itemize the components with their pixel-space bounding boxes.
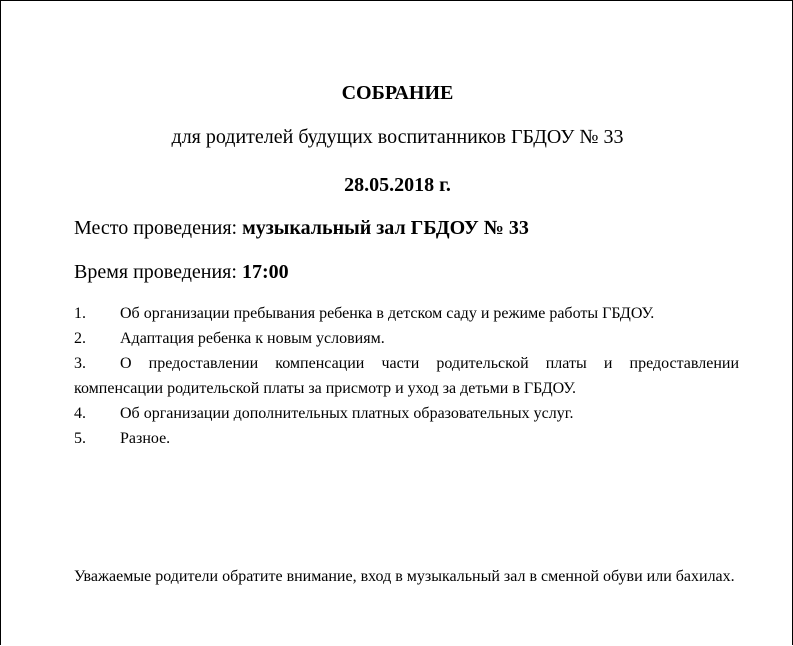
agenda-item	[74, 326, 739, 351]
document-subtitle: для родителей будущих воспитанников ГБДОУ № 33	[171, 126, 624, 148]
agenda-item-text: Об организации дополнительных платных образовательных услуг.	[120, 405, 574, 422]
agenda-item-text: О предоставлении компенсации части родительской платы и предоставлении компенсации родительской платы за присмотр и уход за детьми в ГБДОУ.	[74, 355, 739, 397]
agenda-item-number: 1.	[74, 305, 86, 322]
document-title: СОБРАНИЕ	[341, 82, 454, 104]
agenda-list	[74, 301, 739, 451]
agenda-item-number: 4.	[74, 405, 86, 422]
agenda-item	[74, 351, 739, 401]
agenda-item-number: 3.	[74, 355, 86, 372]
agenda-item-text: Адаптация ребенка к новым условиям.	[120, 330, 385, 347]
agenda-item	[74, 426, 739, 451]
agenda-item	[74, 301, 739, 326]
meeting-date: 28.05.2018 г.	[344, 174, 451, 196]
meeting-time	[74, 260, 289, 284]
meeting-place	[74, 216, 529, 240]
meeting-time-value: 17:00	[241, 261, 289, 283]
meeting-time-label: Время проведения:	[74, 261, 242, 283]
agenda-item-number: 5.	[74, 430, 86, 447]
notice-text: Уважаемые родители обратите внимание, вход в музыкальный зал в сменной обуви или бахилах.	[74, 568, 735, 585]
agenda-item-number: 2.	[74, 330, 86, 347]
meeting-place-label: Место проведения:	[74, 217, 243, 239]
agenda-item-text: Разное.	[120, 430, 171, 447]
agenda-item-text: Об организации пребывания ребенка в детском саду и режиме работы ГБДОУ.	[120, 305, 655, 322]
agenda-item	[74, 401, 739, 426]
meeting-place-value: музыкальный зал ГБДОУ № 33	[242, 217, 529, 239]
